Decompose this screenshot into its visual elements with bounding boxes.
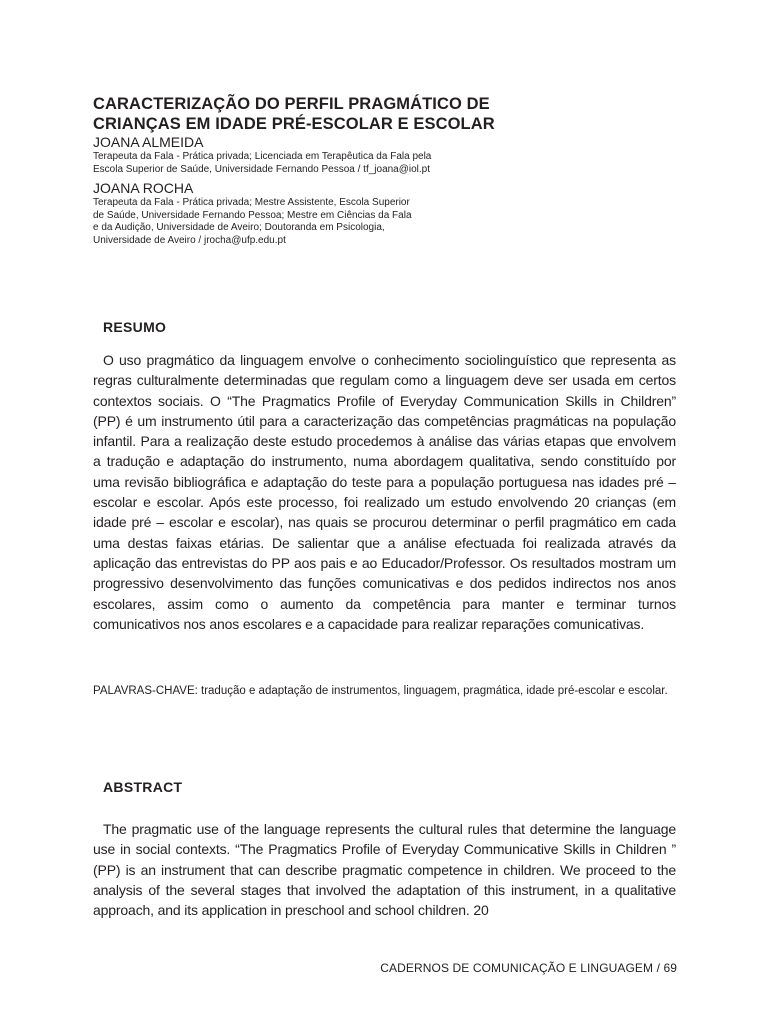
title-line-2: CRIANÇAS EM IDADE PRÉ-ESCOLAR E ESCOLAR xyxy=(93,115,495,133)
keywords: PALAVRAS-CHAVE: tradução e adaptação de instrumentos, linguagem, pragmática, idade pré-escolar e escolar. xyxy=(93,685,668,697)
author-affiliation-2: Terapeuta da Fala - Prática privada; Mestre Assistente, Escola Superior de Saúde, Universidade Fernando Pessoa; Mestre em Ciências da Fala e da Audição, Universidade de Aveiro; Doutoranda em Psicologia, Universidade de Aveiro / jrocha@ufp.edu.pt xyxy=(93,197,412,246)
author-affiliation-1: Terapeuta da Fala - Prática privada; Licenciada em Terapêutica da Fala pela Escola Superior de Saúde, Universidade Fernando Pessoa / tf_joana@iol.pt xyxy=(93,151,432,175)
abstract-text: The pragmatic use of the language represents the cultural rules that determine the language use in social contexts. “The Pragmatics Profile of Everyday Communicative Skills in Children ” (PP) is an instrument that can describe pragmatic competence in children. We proceed to the analysis of the several stages that involved the adaptation of this instrument, in a qualitative approach, and its application in preschool and school children. 20 xyxy=(93,821,676,919)
page-footer xyxy=(380,960,677,976)
title-line-1: CARACTERIZAÇÃO DO PERFIL PRAGMÁTICO DE xyxy=(93,95,490,113)
abstract-heading: ABSTRACT xyxy=(103,779,183,795)
journal-name: CADERNOS DE COMUNICAÇÃO E LINGUAGEM / xyxy=(380,961,664,975)
resumo-heading: RESUMO xyxy=(103,319,167,335)
author-name-2: JOANA ROCHA xyxy=(93,180,194,196)
resumo-text: O uso pragmático da linguagem envolve o conhecimento sociolinguístico que representa as regras culturalmente determinadas que regulam como a linguagem deve ser usada em certos contextos sociais. O “The Pragmatics Profile of Everyday Communication Skills in Children” (PP) é um instrumento útil para a caracterização das competências pragmáticas na população infantil. Para a realização deste estudo procedemos à análise das várias etapas que envolvem a tradução e adaptação do instrumento, numa abordagem qualitativa, sendo constituído por uma revisão bibliográfica e adaptação do teste para a população portuguesa nas idades pré – escolar e escolar. Após este processo, foi realizado um estudo envolvendo 20 crianças (em idade pré – escolar e escolar), nas quais se procurou determinar o perfil pragmático em cada uma destas faixas etárias. De salientar que a análise efectuada foi realizada através da aplicação das entrevistas do PP aos pais e ao Educador/Professor. Os resultados mostram um progressivo desenvolvimento das funções comunicativas e dos pedidos indirectos nos anos escolares, assim como o aumento da competência para manter e terminar turnos comunicativos nos anos escolares e a capacidade para realizar reparações comunicativas. xyxy=(93,352,676,632)
article-title xyxy=(93,94,693,134)
article-header xyxy=(93,94,693,251)
page-number: 69 xyxy=(663,961,677,975)
author-name-1: JOANA ALMEIDA xyxy=(93,134,204,150)
